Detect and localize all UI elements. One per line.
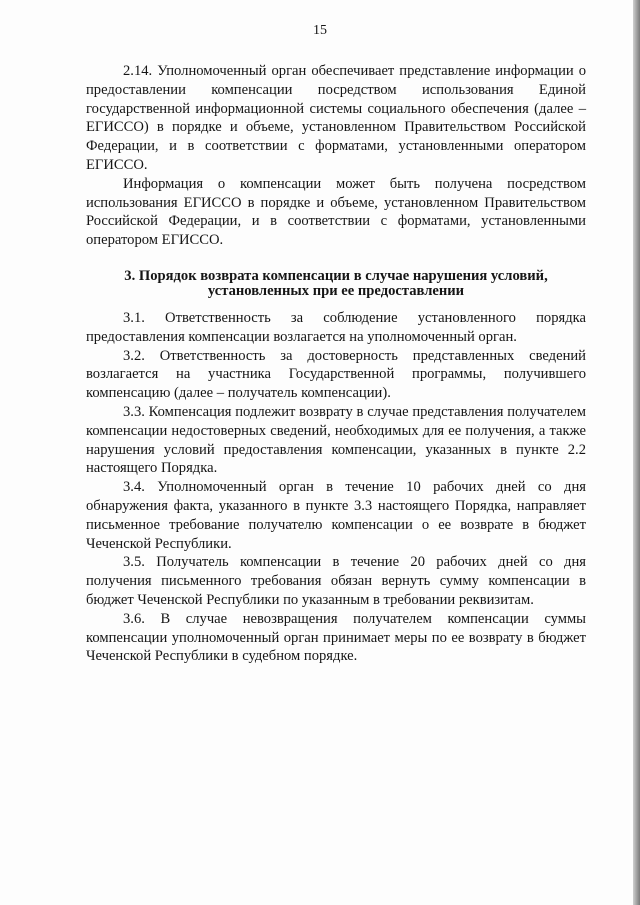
paragraph-3-1: 3.1. Ответственность за соблюдение установленного порядка предоставления компенсации возлагается на уполномоченный орган. (86, 309, 586, 345)
paragraph-3-2: 3.2. Ответственность за достоверность представленных сведений возлагается на участника Государственной программы, получившего компенсацию (далее – получатель компенсации). (86, 347, 586, 402)
paragraph-2-14: 2.14. Уполномоченный орган обеспечивает представление информации о предоставлении компенсации посредством использования Единой государственной информационной системы социального обеспечения (далее – ЕГИССО) в порядке и объеме, установленном Правительством Российской Федерации, и в соответствии с форматами, установленными оператором ЕГИССО. (86, 63, 586, 173)
section-heading-line-2: установленных при ее предоставлении (207, 282, 465, 299)
paragraph-3-5: 3.5. Получатель компенсации в течение 20 рабочих дней со дня получения письменного требования обязан вернуть сумму компенсации в бюджет Чеченской Республики по указанным в требовании реквизитам. (86, 554, 586, 608)
paragraph-3-3: 3.3. Компенсация подлежит возврату в случае представления получателем компенсации недостоверных сведений, необходимых для ее получения, а также нарушения условий предоставления компенсации, указанных в пункте 2.2 настоящего Порядка. (86, 403, 586, 477)
scan-edge-shadow (633, 0, 640, 905)
section-heading-line-1: 3. Порядок возврата компенсации в случае нарушения условий, (124, 267, 548, 284)
page-number: 15 (313, 23, 327, 38)
spacer (86, 299, 586, 309)
paragraph-egisso-info: Информация о компенсации может быть получена посредством использования ЕГИССО в порядке и объеме, установленном Правительством Российской Федерации, и в соответствии с форматами, установленными оператором ЕГИССО. (86, 175, 586, 249)
spacer (86, 250, 586, 269)
paragraph-3-4: 3.4. Уполномоченный орган в течение 10 рабочих дней со дня обнаружения факта, указанного в пункте 3.3 настоящего Порядка, направляет письменное требование получателю компенсации о ее возврате в бюджет Чеченской Республики. (86, 479, 586, 552)
paragraph-3-6: 3.6. В случае невозвращения получателем компенсации суммы компенсации уполномоченный орган принимает меры по ее возврату в бюджет Чеченской Республики в судебном порядке. (86, 610, 586, 665)
document-body (86, 62, 586, 666)
